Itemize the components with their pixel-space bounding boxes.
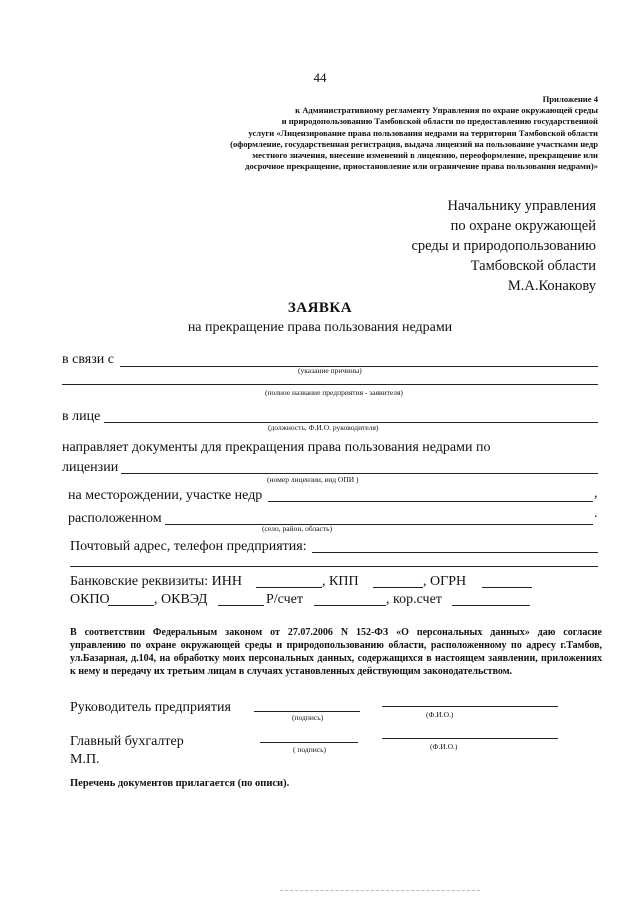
addressee-line: Тамбовской области [470,258,596,274]
document-subtitle: на прекращение права пользования недрами [187,320,453,335]
label-located: расположенном [68,511,162,526]
label-corr-account: , кор.счет [386,592,442,607]
director-signature-field[interactable] [254,711,360,712]
consent-line: управлению по охране окружающей среды и природопользованию области, расположенному по адресу г.Тамбов, [70,640,602,651]
hint-location: (село, район, область) [262,524,333,533]
seal-label: М.П. [70,752,100,767]
deposit-field[interactable] [268,501,593,502]
account-field[interactable] [314,605,386,606]
location-field[interactable] [165,524,593,525]
hint-head: (должность, Ф.И.О. руководителя) [268,423,379,432]
accountant-name-field[interactable] [382,738,558,739]
label-kpp: , КПП [322,574,359,589]
label-ogrn: , ОГРН [423,574,467,589]
label-sends-documents: направляет документы для прекращения права пользования недрами по [62,440,491,455]
appendix-line: услуги «Лицензирование права пользования недрами на территории Тамбовской области [248,127,598,138]
label-director: Руководитель предприятия [70,700,231,715]
hint-name: (Ф.И.О.) [426,710,454,719]
hint-reason: (указание причины) [298,366,362,375]
hint-signature: ( подпись) [293,745,327,754]
addressee-line: М.А.Конакову [507,278,596,294]
consent-line: к нему и передачу их третьим лицам в случаях установленных действующим законодательством. [70,666,513,677]
director-name-field[interactable] [382,706,558,707]
scan-artifact-line [280,890,480,891]
hint-company-name: (полное название предприятия - заявителя) [265,388,403,397]
hint-signature: (подпись) [292,713,324,722]
page-number: 44 [313,70,327,85]
label-okved: , ОКВЭД [154,592,208,607]
label-deposit: на месторождении, участке недр [68,488,263,503]
label-account: Р/счет [266,592,303,607]
label-okpo: ОКПО [70,592,110,607]
inn-field[interactable] [256,587,322,588]
hint-name: (Ф.И.О.) [430,742,458,751]
appendix-line: (оформление, государственная регистрация, выдача лицензий на пользование участками недр [230,138,598,149]
accountant-signature-field[interactable] [260,742,358,743]
appendix-line: досрочное прекращение, приостановление или ограничение права пользования недрами)» [245,161,598,172]
consent-line: В соответствии Федеральным законом от 27.07.2006 N 152-ФЗ «О персональных данных» даю согласие [70,627,602,638]
label-represented-by: в лице [62,409,101,424]
hint-license: (номер лицензии, вид ОПИ ) [267,475,359,484]
appendix-line: местного значения, внесение изменений в лицензию, переоформление, прекращение или [252,150,598,161]
document-title: ЗАЯВКА [287,300,353,316]
addressee-block [411,196,596,296]
label-bank-details: Банковские реквизиты: ИНН [70,574,242,589]
appendix-line: к Административному регламенту Управления по охране окружающей среды [295,105,598,116]
appendix-header [158,94,598,172]
location-period: . [594,506,598,521]
kpp-field[interactable] [373,587,423,588]
okpo-field[interactable] [108,605,154,606]
consent-paragraph [70,626,602,678]
license-field[interactable] [121,473,598,474]
ogrn-field[interactable] [482,587,532,588]
postal-field[interactable] [312,552,598,553]
addressee-line: Начальнику управления [447,198,596,214]
label-license: лицензии [62,460,119,475]
okved-field[interactable] [218,605,264,606]
label-postal: Почтовый адрес, телефон предприятия: [70,539,307,554]
addressee-line: по охране окружающей [450,218,596,234]
enclosure-note: Перечень документов прилагается (по описи). [70,778,290,789]
addressee-line: среды и природопользованию [411,238,596,254]
deposit-comma: , [594,486,598,501]
corr-account-field[interactable] [452,605,530,606]
appendix-line: Приложение 4 [542,94,598,104]
label-in-connection-with: в связи с [62,352,114,367]
consent-line: ул.Базарная, д.104, на обработку моих персональных данных, содержащихся в настоящем заявлении, приложениях [70,653,602,664]
company-name-field[interactable] [62,384,598,385]
postal-field-continued[interactable] [70,566,598,567]
appendix-line: и природопользованию Тамбовской области по предоставлению государственной [281,116,598,127]
label-chief-accountant: Главный бухгалтер [70,734,184,749]
